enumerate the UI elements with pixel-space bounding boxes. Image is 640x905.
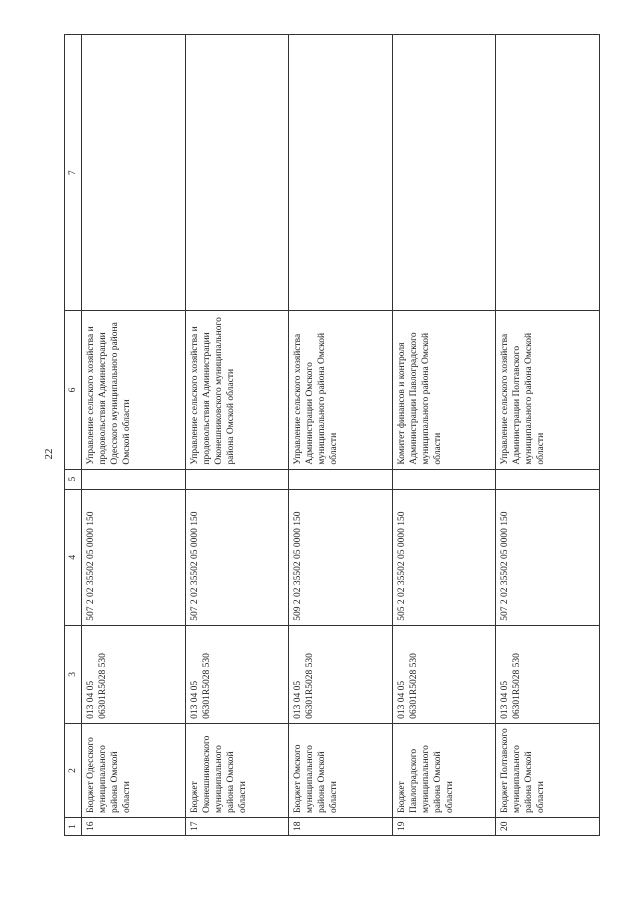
revenue-code: 505 2 02 35502 05 0000 150 xyxy=(392,489,496,625)
row-number: 19 xyxy=(392,817,496,835)
budget-manager: Управление сельского хозяйства и продовольствия Администрации Оконешниковского муниципального района Омской области xyxy=(185,311,289,469)
table-container xyxy=(64,34,600,836)
column-5-cell xyxy=(82,469,186,489)
column-5-cell xyxy=(496,469,600,489)
column-5-cell xyxy=(289,469,393,489)
budget-classification-code: 013 04 05 06301R5028 530 xyxy=(82,625,186,723)
revenue-code: 507 2 02 35502 05 0000 150 xyxy=(496,489,600,625)
budget-manager: Управление сельского хозяйства Администрации Омского муниципального района Омской области xyxy=(289,311,393,469)
column-7-cell xyxy=(496,35,600,311)
budget-classification-code: 013 04 05 06301R5028 530 xyxy=(496,625,600,723)
budget-name: Бюджет Одесского муниципального района Омской области xyxy=(82,723,186,817)
budget-classification-code: 013 04 05 06301R5028 530 xyxy=(185,625,289,723)
header-cell-6: 6 xyxy=(65,311,82,469)
budget-classification-code: 013 04 05 06301R5028 530 xyxy=(392,625,496,723)
table-row xyxy=(82,35,186,836)
budget-name: Бюджет Омского муниципального района Омской области xyxy=(289,723,393,817)
header-cell-3: 3 xyxy=(65,625,82,723)
header-cell-1: 1 xyxy=(65,817,82,835)
header-cell-7: 7 xyxy=(65,35,82,311)
header-row xyxy=(65,35,82,836)
row-number: 20 xyxy=(496,817,600,835)
budget-manager: Комитет финансов и контроля Администрации Павлоградского муниципального района Омской области xyxy=(392,311,496,469)
column-7-cell xyxy=(185,35,289,311)
revenue-code: 509 2 02 35502 05 0000 150 xyxy=(289,489,393,625)
budget-manager: Управление сельского хозяйства Администрации Полтавского муниципального района Омской области xyxy=(496,311,600,469)
revenue-code: 507 2 02 35502 05 0000 150 xyxy=(82,489,186,625)
table-row xyxy=(496,35,600,836)
budget-table xyxy=(64,34,600,836)
budget-name: Бюджет Оконешниковского муниципального района Омской области xyxy=(185,723,289,817)
row-number: 17 xyxy=(185,817,289,835)
column-5-cell xyxy=(185,469,289,489)
column-7-cell xyxy=(289,35,393,311)
header-cell-4: 4 xyxy=(65,489,82,625)
column-7-cell xyxy=(392,35,496,311)
column-5-cell xyxy=(392,469,496,489)
budget-classification-code: 013 04 05 06301R5028 530 xyxy=(289,625,393,723)
page-number: 22 xyxy=(43,448,55,460)
row-number: 18 xyxy=(289,817,393,835)
column-7-cell xyxy=(82,35,186,311)
table-row xyxy=(392,35,496,836)
budget-manager: Управление сельского хозяйства и продовольствия Администрации Одесского муниципального района Омской области xyxy=(82,311,186,469)
table-row xyxy=(289,35,393,836)
budget-name: Бюджет Полтавского муниципального района Омской области xyxy=(496,723,600,817)
table-row xyxy=(185,35,289,836)
revenue-code: 507 2 02 35502 05 0000 150 xyxy=(185,489,289,625)
header-cell-2: 2 xyxy=(65,723,82,817)
header-cell-5: 5 xyxy=(65,469,82,489)
budget-name: Бюджет Павлоградского муниципального района Омской области xyxy=(392,723,496,817)
row-number: 16 xyxy=(82,817,186,835)
